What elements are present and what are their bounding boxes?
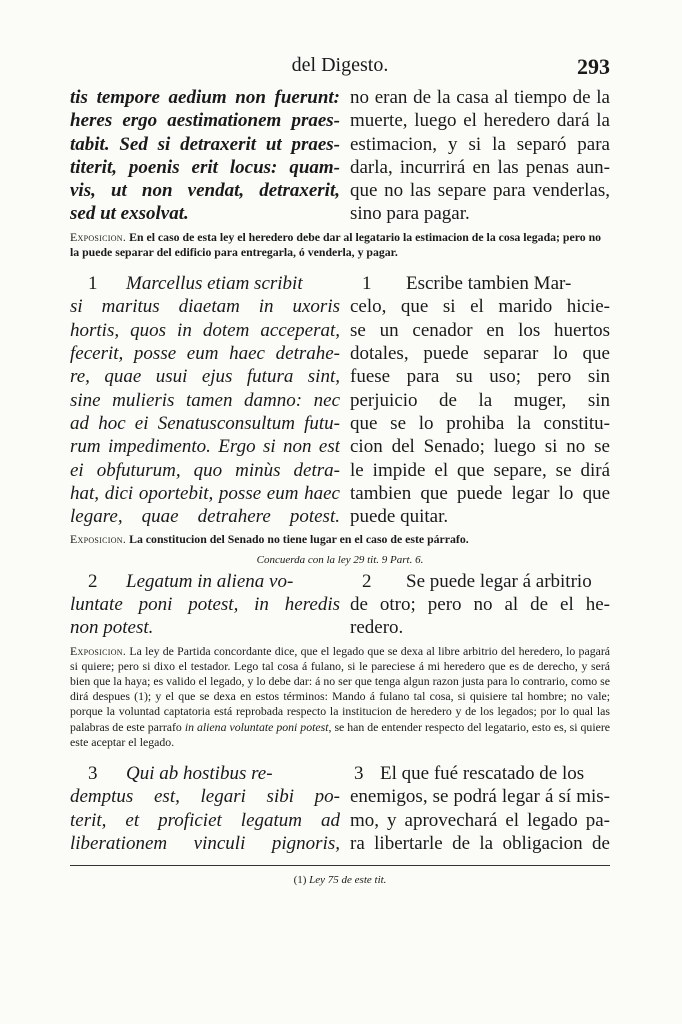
latin-line: hat, dici oportebit, posse eum haec: [70, 482, 340, 504]
spanish-line: tambien que puede legar lo que: [350, 482, 610, 504]
exposicion-2: [70, 644, 610, 750]
spanish-line-text: El que fué rescatado de los: [380, 762, 585, 784]
latin-line-text: Legatum in aliena vo-: [126, 570, 294, 592]
latin-line: rum impedimento. Ergo si non est: [70, 436, 340, 458]
section-0-columns: [70, 86, 610, 226]
spanish-column: [350, 272, 610, 528]
spanish-line: [350, 570, 610, 593]
latin-line: terit, et proficiet legatum ad: [70, 809, 340, 831]
latin-line: tabit. Sed si detraxerit ut praes-: [70, 133, 340, 155]
latin-line: [70, 762, 340, 785]
latin-line: heres ergo aestimationem praes-: [70, 110, 340, 132]
exposicion-text: En el caso de esta ley el heredero debe dar al legatario la estimacion de la cosa legada; pero no la puede separar del edificio para entregarla, ó venderla, y pagar.: [70, 229, 602, 259]
paragraph-number: 3: [88, 762, 98, 784]
latin-line: [70, 570, 340, 593]
latin-line: [70, 272, 340, 295]
latin-line: legare, quae detrahere potest.: [70, 506, 340, 528]
page: [70, 52, 610, 886]
exposicion-1: [70, 532, 610, 547]
spanish-line: que no las separe para venderlas,: [350, 180, 610, 202]
latin-line: luntate poni potest, in heredis: [70, 593, 340, 615]
spanish-line: puede quitar.: [350, 506, 449, 528]
footnote-marker: (1): [293, 874, 307, 887]
latin-line: sine mulieris tamen damno: nec: [70, 389, 340, 411]
spanish-line: ra libertarle de la obligacion de: [350, 832, 610, 854]
exposicion-text: La ley de Partida concordante dice, que el legado que se dexa al libre arbitrio del heredero, lo pagará si quiere; pero si dixo el testador. Lego tal cosa á fulano, si le pareciese á mi heredero que es de derecho, y será bien que la haya; es valido el legado, y lo debe dar: á no ser que tenga algun razon justa para lo contrario, como se dirá despues (1); y el que se dexa en estos términos: Mando á fulano tal cosa, si quisiere tal hombre; no vale; porque la voluntad captatoria está reprobada respecto la institucion de heredero y de los legados; por lo qual las palabras de este parrafo: [70, 643, 610, 734]
spanish-line: fuese para su uso; pero sin: [350, 366, 610, 388]
latin-line: si maritus diaetam in uxoris: [70, 296, 340, 318]
latin-line: ei obfuturum, quo minùs detra-: [70, 459, 340, 481]
page-number: 293: [577, 54, 610, 79]
spanish-line: muerte, luego el heredero dará la: [350, 110, 610, 132]
spanish-line: dotales, puede separar lo que: [350, 343, 610, 365]
running-title: del Digesto.: [291, 54, 389, 76]
latin-column: [70, 570, 340, 640]
exposicion-text-tail: , se han de entender respecto del legatario, esto es, si quiere este aceptar el legado.: [70, 719, 611, 749]
section-2-columns: [70, 570, 610, 640]
exposicion-label: Exposicion.: [70, 229, 127, 244]
page-header: [70, 52, 610, 86]
spanish-line: [350, 272, 610, 295]
exposicion-label: Exposicion.: [70, 643, 127, 658]
paragraph-number: 2: [88, 570, 98, 592]
spanish-line: sino para pagar.: [350, 203, 470, 225]
spanish-column: [350, 86, 610, 226]
spanish-column: [350, 570, 610, 640]
spanish-line: redero.: [350, 617, 404, 639]
footnote-rule: [70, 865, 610, 866]
spanish-line: se un cenador en los huertos: [350, 319, 610, 341]
concordance-note: Concuerda con la ley 29 tit. 9 Part. 6.: [256, 553, 424, 566]
spanish-line: darla, incurrirá en las penas aun-: [350, 156, 610, 178]
paragraph-number: 2: [362, 570, 372, 592]
latin-line: fecerit, posse eum haec detrahe-: [70, 343, 340, 365]
exposicion-0: [70, 230, 610, 260]
latin-line: hortis, quos in dotem acceperat,: [70, 319, 340, 341]
latin-line: sed ut exsolvat.: [70, 203, 189, 225]
paragraph-number: 1: [88, 273, 98, 295]
spanish-line-text: Se puede legar á arbitrio: [406, 570, 592, 592]
footnote-text: Ley 75 de este tit.: [309, 874, 387, 887]
spanish-line: de otro; pero no al de el he-: [350, 593, 610, 615]
latin-line: ad hoc ei Senatusconsultum futu-: [70, 412, 340, 434]
spanish-line: estimacion, y si la separó para: [350, 133, 610, 155]
spanish-column: [350, 762, 610, 855]
footnote: [70, 874, 610, 886]
latin-column: [70, 86, 340, 226]
section-1-columns: [70, 272, 610, 528]
latin-line: demptus est, legari sibi po-: [70, 786, 340, 808]
spanish-line: le impide el que separe, se dirá: [350, 459, 610, 481]
latin-line: tis tempore aedium non fuerunt:: [70, 87, 340, 108]
section-3-columns: [70, 762, 610, 855]
exposicion-label: Exposicion.: [70, 532, 127, 547]
spanish-line: celo, que si el marido hicie-: [350, 296, 610, 318]
latin-column: [70, 762, 340, 855]
spanish-line: cion del Senado; luego si no se: [350, 436, 610, 458]
latin-line: non potest.: [70, 617, 154, 639]
latin-line-text: Marcellus etiam scribit: [126, 273, 303, 295]
latin-column: [70, 272, 340, 528]
spanish-line: enemigos, se podrá legar á sí mis-: [350, 786, 610, 808]
exposicion-text: La constitucion del Senado no tiene lugar en el caso de este párrafo.: [129, 532, 469, 547]
paragraph-number: 3: [354, 762, 364, 784]
spanish-line: [350, 762, 610, 785]
spanish-line: que se lo prohiba la constitu-: [350, 412, 610, 434]
latin-line: vis, ut non vendat, detraxerit,: [70, 180, 340, 202]
latin-line: re, quae usui ejus futura sint,: [70, 366, 340, 388]
latin-line: liberationem vinculi pignoris,: [70, 832, 340, 854]
spanish-line: perjuicio de la muger, sin: [350, 389, 610, 411]
latin-line: titerit, poenis erit locus: quam-: [70, 156, 340, 178]
spanish-line-text: Escribe tambien Mar-: [406, 273, 572, 295]
spanish-line: no eran de la casa al tiempo de la: [350, 87, 610, 108]
latin-line-text: Qui ab hostibus re-: [126, 762, 273, 784]
paragraph-number: 1: [362, 273, 372, 295]
exposicion-latin-quote: in aliena voluntate poni potest: [184, 719, 329, 734]
spanish-line: mo, y aprovechará el legado pa-: [350, 809, 610, 831]
